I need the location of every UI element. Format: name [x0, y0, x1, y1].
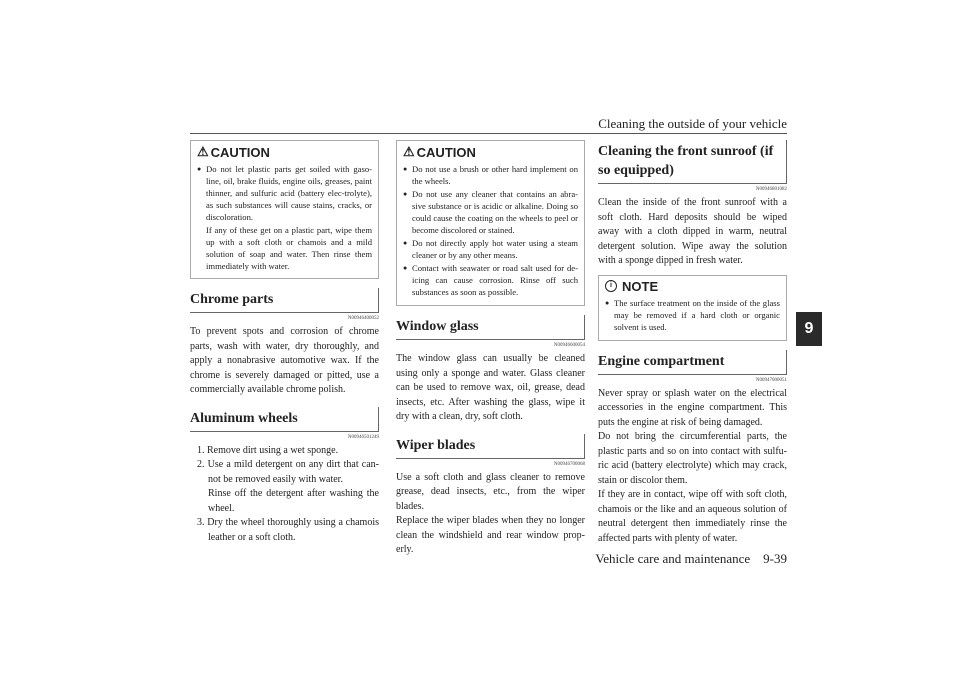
- note-label: NOTE: [622, 278, 659, 294]
- engine-body: Do not bring the circumferential parts, the plastic parts and so on into contact with sulfu-ric acid (battery electrolyte) which may crack, stain or discolor them.: [598, 431, 787, 486]
- wiper-body: Replace the wiper blades when they no longer clean the windshield and rear window prop-erly.: [396, 515, 585, 555]
- chapter-tab: 9: [796, 312, 822, 346]
- engine-body: Never spray or splash water on the electrical accessories in the engine compartment. This puts the engine at risk of being damaged.: [598, 387, 787, 428]
- window-body: The window glass can usually be cleaned using only a sponge and water. Glass cleaner can be used to remove wax, oil, grease, dead insects, etc. After washing the glass, wipe it dry with a clean, dry, soft cloth.: [396, 353, 585, 422]
- section-code: N00946400052: [347, 316, 379, 321]
- column-1: [190, 140, 379, 545]
- caution-heading: [197, 144, 372, 160]
- step-text: 2. Use a mild detergent on any dirt that can-not be removed easily with water.: [197, 459, 379, 485]
- section-title-window-glass: Window glass: [396, 315, 585, 340]
- section-code: N00946700068: [553, 461, 585, 467]
- aluminum-steps: [190, 444, 379, 546]
- caution-label: CAUTION: [210, 144, 270, 160]
- header-rule: [190, 133, 787, 134]
- step-item: 1. Remove dirt using a wet sponge.: [197, 444, 339, 456]
- caution-item: ● Do not use any cleaner that contains an abra-sive substance or is acidic or alkaline. Doing so could cause the coating on the wheels to peel or become discolored or stained.: [403, 188, 578, 236]
- section-code: N00946801082: [755, 187, 787, 192]
- section-title-aluminum-wheels: Aluminum wheels: [190, 407, 379, 432]
- step-item: 3. Dry the wheel thoroughly using a chamois leather or a soft cloth.: [197, 517, 379, 543]
- section-title-chrome: Chrome parts: [190, 288, 379, 313]
- sunroof-body: Clean the inside of the front sunroof with a soft cloth. Hard deposits should be wiped away with a cloth dipped in warm, neutral detergent solution. Wipe away the solution with a sponge dipped in fresh water.: [598, 197, 787, 266]
- section-code: N00946501249: [347, 434, 379, 440]
- warning-triangle-icon: ⚠: [197, 144, 209, 159]
- page-header-title: Cleaning the outside of your vehicle: [598, 116, 787, 131]
- caution-item: ● Do not use a brush or other hard implement on the wheels.: [403, 163, 578, 187]
- caution-box-plastic: [190, 140, 379, 279]
- caution-label: CAUTION: [416, 144, 476, 160]
- section-title-wiper-blades: Wiper blades: [396, 434, 585, 459]
- step-item: [190, 458, 379, 516]
- note-heading: [605, 279, 780, 294]
- wiper-body: Use a soft cloth and glass cleaner to remove grease, dead insects, etc., from the wiper blades.: [396, 471, 585, 512]
- caution-box-wheels: [396, 140, 585, 306]
- section-code: N00947000051: [755, 377, 787, 383]
- caution-item: ● Do not directly apply hot water using a steam cleaner or by any other means.: [403, 237, 578, 261]
- caution-item: ● Contact with seawater or road salt used for de-icing can cause corrosion. Rinse off such substances as soon as possible.: [403, 262, 578, 298]
- caution-item: ● Do not let plastic parts get soiled with gaso-line, oil, brake fluids, engine oils, greases, paint thinner, and sulfuric acid (battery elec-trolyte), as such substances will cause stains, cracks, or discoloration.: [197, 163, 372, 223]
- section-code: N00946600054: [553, 343, 585, 348]
- caution-heading: [403, 144, 578, 160]
- caution-continuation: If any of these get on a plastic part, wipe them up with a soft cloth or chamois and a mild solution of soap and water. Then rinse them immediately with water.: [206, 225, 372, 271]
- column-2: [396, 140, 585, 558]
- step-continuation: Rinse off the detergent after washing the wheel.: [208, 488, 379, 514]
- warning-triangle-icon: ⚠: [403, 144, 415, 159]
- section-title-engine: Engine compartment: [598, 350, 787, 375]
- page-footer: Vehicle care and maintenance 9-39: [595, 551, 787, 566]
- section-title-sunroof: Cleaning the front sunroof (if so equipped): [598, 140, 787, 184]
- note-item: ● The surface treatment on the inside of the glass may be removed if a hard cloth or organic solvent is used.: [605, 297, 780, 333]
- chrome-body: To prevent spots and corrosion of chrome parts, wash with water, dry thoroughly, and apply a nonabrasive automotive wax. If the chrome is severely damaged or pitted, use a commercially available chrome polish.: [190, 326, 379, 395]
- note-icon: i: [605, 280, 617, 292]
- engine-body: If they are in contact, wipe off with soft cloth, chamois or the like and an aqueous solution of neutral detergent then immediately rinse the affected parts with plenty of water.: [598, 489, 787, 544]
- note-box: [598, 275, 787, 341]
- column-3: [598, 140, 787, 546]
